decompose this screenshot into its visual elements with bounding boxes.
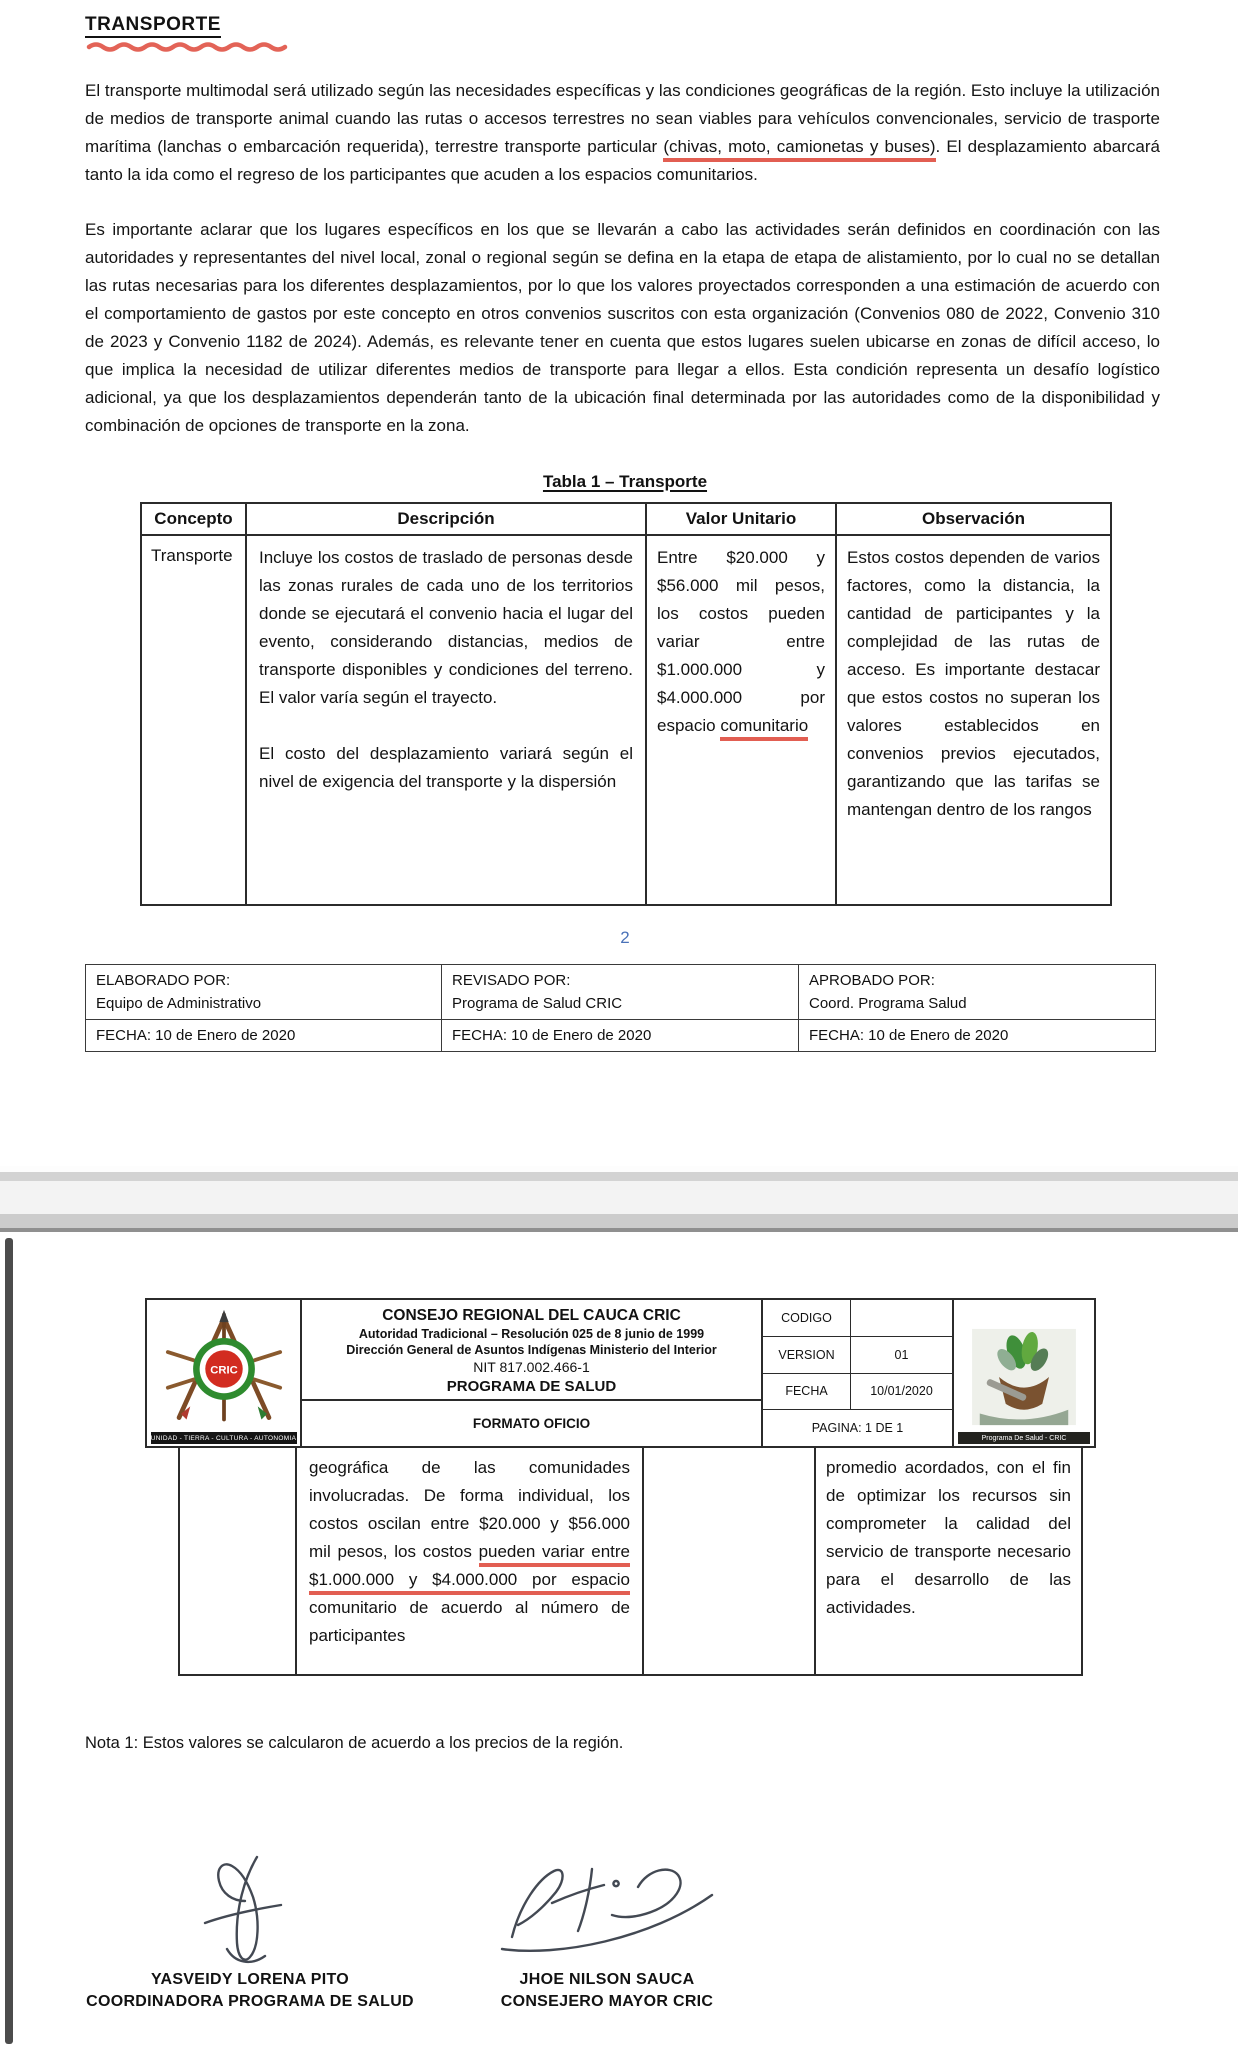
meta-row-pagina bbox=[763, 1410, 952, 1446]
codigo-value bbox=[851, 1300, 952, 1336]
fecha-elaborado: FECHA: 10 de Enero de 2020 bbox=[86, 1020, 442, 1052]
salud-logo-cell bbox=[954, 1300, 1094, 1446]
signature-block-coordinadora bbox=[85, 1857, 415, 2011]
transport-table bbox=[140, 502, 1112, 906]
codigo-label: CODIGO bbox=[763, 1300, 851, 1336]
format-label: FORMATO OFICIO bbox=[302, 1399, 761, 1446]
table-row-transporte bbox=[141, 535, 1111, 905]
letterhead bbox=[145, 1298, 1096, 1448]
signer-name: YASVEIDY LORENA PITO bbox=[150, 1971, 350, 1988]
paragraph-transporte-1: El transporte multimodal será utilizado según las necesidades específicas y las condiciones geográficas de la región. Esto incluye la utilización de medios de transporte animal cuando las rutas o accesos terrestres no sean viables para vehículos convencionales, servicio de trasporte marítima (lanchas o embarcación requerida), terrestre transporte particular (chivas, moto, camionetas y buses). El desplazamiento abarcará tanto la ida como el regreso de los participantes que acuden a los espacios comunitarios. bbox=[85, 81, 1160, 184]
cell-valor-empty bbox=[643, 1447, 815, 1675]
approval-table bbox=[85, 964, 1156, 1052]
pagina-text: PAGINA: 1 DE 1 bbox=[811, 1421, 904, 1436]
fecha-aprobado: FECHA: 10 de Enero de 2020 bbox=[799, 1020, 1156, 1052]
cric-logo-caption: UNIDAD - TIERRA - CULTURA - AUTONOMIA bbox=[151, 1432, 297, 1444]
table-caption: Tabla 1 – Transporte bbox=[542, 472, 708, 491]
approval-row-roles bbox=[86, 965, 1156, 1020]
approval-cell-elaborado bbox=[86, 965, 442, 1020]
cell-concepto: Transporte bbox=[141, 535, 246, 905]
signer-name: JHOE NILSON SAUCA bbox=[519, 1971, 695, 1988]
org-direction-line: Dirección General de Asuntos Indígenas Ministerio del Interior bbox=[346, 1343, 717, 1357]
org-authority-line: Autoridad Tradicional – Resolución 025 de 8 junio de 1999 bbox=[358, 1327, 705, 1341]
approval-row-dates bbox=[86, 1020, 1156, 1052]
revisado-value: Programa de Salud CRIC bbox=[452, 995, 623, 1012]
cric-emblem-icon bbox=[157, 1309, 291, 1432]
org-program: PROGRAMA DE SALUD bbox=[446, 1378, 617, 1395]
elaborado-label: ELABORADO POR: bbox=[96, 972, 231, 989]
cell-observacion-continuation: promedio acordados, con el fin de optimizar los recursos sin comprometer la calidad del servicio de transporte necesario para el desarrollo de las actividades. bbox=[815, 1447, 1082, 1675]
letterhead-meta bbox=[763, 1300, 954, 1446]
version-value: 01 bbox=[894, 1347, 909, 1362]
page-break-gap bbox=[0, 1166, 1238, 1236]
cell-valor-unitario: Entre $20.000 y $56.000 mil pesos, los costos pueden variar entre $1.000.000 y $4.000.000 por espacio comunitario bbox=[646, 535, 836, 905]
letterhead-center bbox=[302, 1300, 763, 1446]
org-nit: NIT 817.002.466-1 bbox=[473, 1359, 590, 1375]
col-header-valor-unitario: Valor Unitario bbox=[646, 503, 836, 535]
cric-logo-cell bbox=[147, 1300, 302, 1446]
aprobado-value: Coord. Programa Salud bbox=[809, 995, 967, 1012]
aprobado-label: APROBADO POR: bbox=[809, 972, 935, 989]
section-title: TRANSPORTE bbox=[85, 14, 1238, 36]
signatures-row bbox=[0, 1857, 1238, 2011]
cell-concepto-empty bbox=[179, 1447, 296, 1675]
descripcion-paragraph-2: El costo del desplazamiento variará según el nivel de exigencia del transporte y la dispersión bbox=[259, 744, 633, 791]
signature-scribble-icon bbox=[492, 1857, 722, 1969]
paragraph-transporte-2: Es importante aclarar que los lugares específicos en los que se llevarán a cabo las actividades serán definidos en coordinación con las autoridades y representantes del nivel local, zonal o regional según se defina en la etapa de etapa de alistamiento, por lo cual no se detallan las rutas necesarias para los diferentes desplazamientos, por lo que los valores proyectados corresponden a una estimación de acuerdo con el comportamiento de gastos por este concepto en otros convenios suscritos con esta organización (Convenios 080 de 2022, Convenio 310 de 2023 y Convenio 1182 de 2024). Además, es relevante tener en cuenta que estos lugares suelen ubicarse en zonas de difícil acceso, lo que implica la necesidad de utilizar diferentes medios de transporte para llegar a ellos. Esta condición representa un desafío logístico adicional, ya que los desplazamientos dependerán tanto de la ubicación final determinada por las autoridades como de la disponibilidad y combinación de opciones de transporte en la zona. bbox=[85, 220, 1160, 435]
descripcion-paragraph-1: Incluye los costos de traslado de personas desde las zonas rurales de cada uno de los territorios donde se ejecutará el convenio hacia el lugar del evento, considerando distancias, medios de transporte disponibles y condiciones del terreno. El valor varía según el trayecto. bbox=[259, 548, 633, 707]
col-header-descripcion: Descripción bbox=[246, 503, 646, 535]
cell-descripcion bbox=[246, 535, 646, 905]
continuation-row bbox=[179, 1447, 1082, 1675]
approval-cell-revisado bbox=[442, 965, 799, 1020]
signature-block-consejero bbox=[457, 1857, 757, 2011]
note-1: Nota 1: Estos valores se calcularon de acuerdo a los precios de la región. bbox=[85, 1734, 624, 1752]
meta-row-fecha bbox=[763, 1374, 952, 1411]
elaborado-value: Equipo de Administrativo bbox=[96, 995, 262, 1012]
fecha-value: 10/01/2020 bbox=[870, 1384, 933, 1399]
meta-row-version bbox=[763, 1337, 952, 1374]
red-marker-title-underline-icon bbox=[85, 39, 1238, 57]
page-2 bbox=[0, 1236, 1238, 2048]
cell-descripcion-continuation: geográfica de las comunidades involucradas. De forma individual, los costos oscilan entre $20.000 y $56.000 mil pesos, los costos pueden variar entre $1.000.000 y $4.000.000 por espacio comunitario de acuerdo al número de participantes bbox=[296, 1447, 643, 1675]
svg-text:CRIC: CRIC bbox=[209, 1364, 238, 1377]
signer-title: CONSEJERO MAYOR CRIC bbox=[500, 1993, 714, 2010]
signer-title: COORDINADORA PROGRAMA DE SALUD bbox=[86, 1993, 414, 2010]
signature-scribble-icon bbox=[175, 1857, 325, 1969]
cell-observacion: Estos costos dependen de varios factores, como la distancia, la cantidad de participantes y la complejidad de las rutas de acceso. Es importante destacar que estos costos no superan los valores establecidos en convenios previos ejecutados, garantizando que las tarifas se mantengan dentro de los rangos bbox=[836, 535, 1111, 905]
transport-table-continuation bbox=[178, 1446, 1083, 1676]
org-name: CONSEJO REGIONAL DEL CAUCA CRIC bbox=[382, 1307, 681, 1324]
programa-salud-logo-icon bbox=[965, 1327, 1083, 1432]
col-header-concepto: Concepto bbox=[141, 503, 246, 535]
page-number: 2 bbox=[620, 928, 630, 947]
meta-row-codigo bbox=[763, 1300, 952, 1337]
table-header-row bbox=[141, 503, 1111, 535]
approval-cell-aprobado bbox=[799, 965, 1156, 1020]
version-label: VERSION bbox=[763, 1337, 851, 1373]
salud-logo-caption: Programa De Salud - CRIC bbox=[958, 1432, 1090, 1444]
page-edge-shadow bbox=[5, 1238, 13, 2044]
col-header-observacion: Observación bbox=[836, 503, 1111, 535]
revisado-label: REVISADO POR: bbox=[452, 972, 571, 989]
fecha-revisado: FECHA: 10 de Enero de 2020 bbox=[442, 1020, 799, 1052]
fecha-label: FECHA bbox=[763, 1374, 851, 1410]
